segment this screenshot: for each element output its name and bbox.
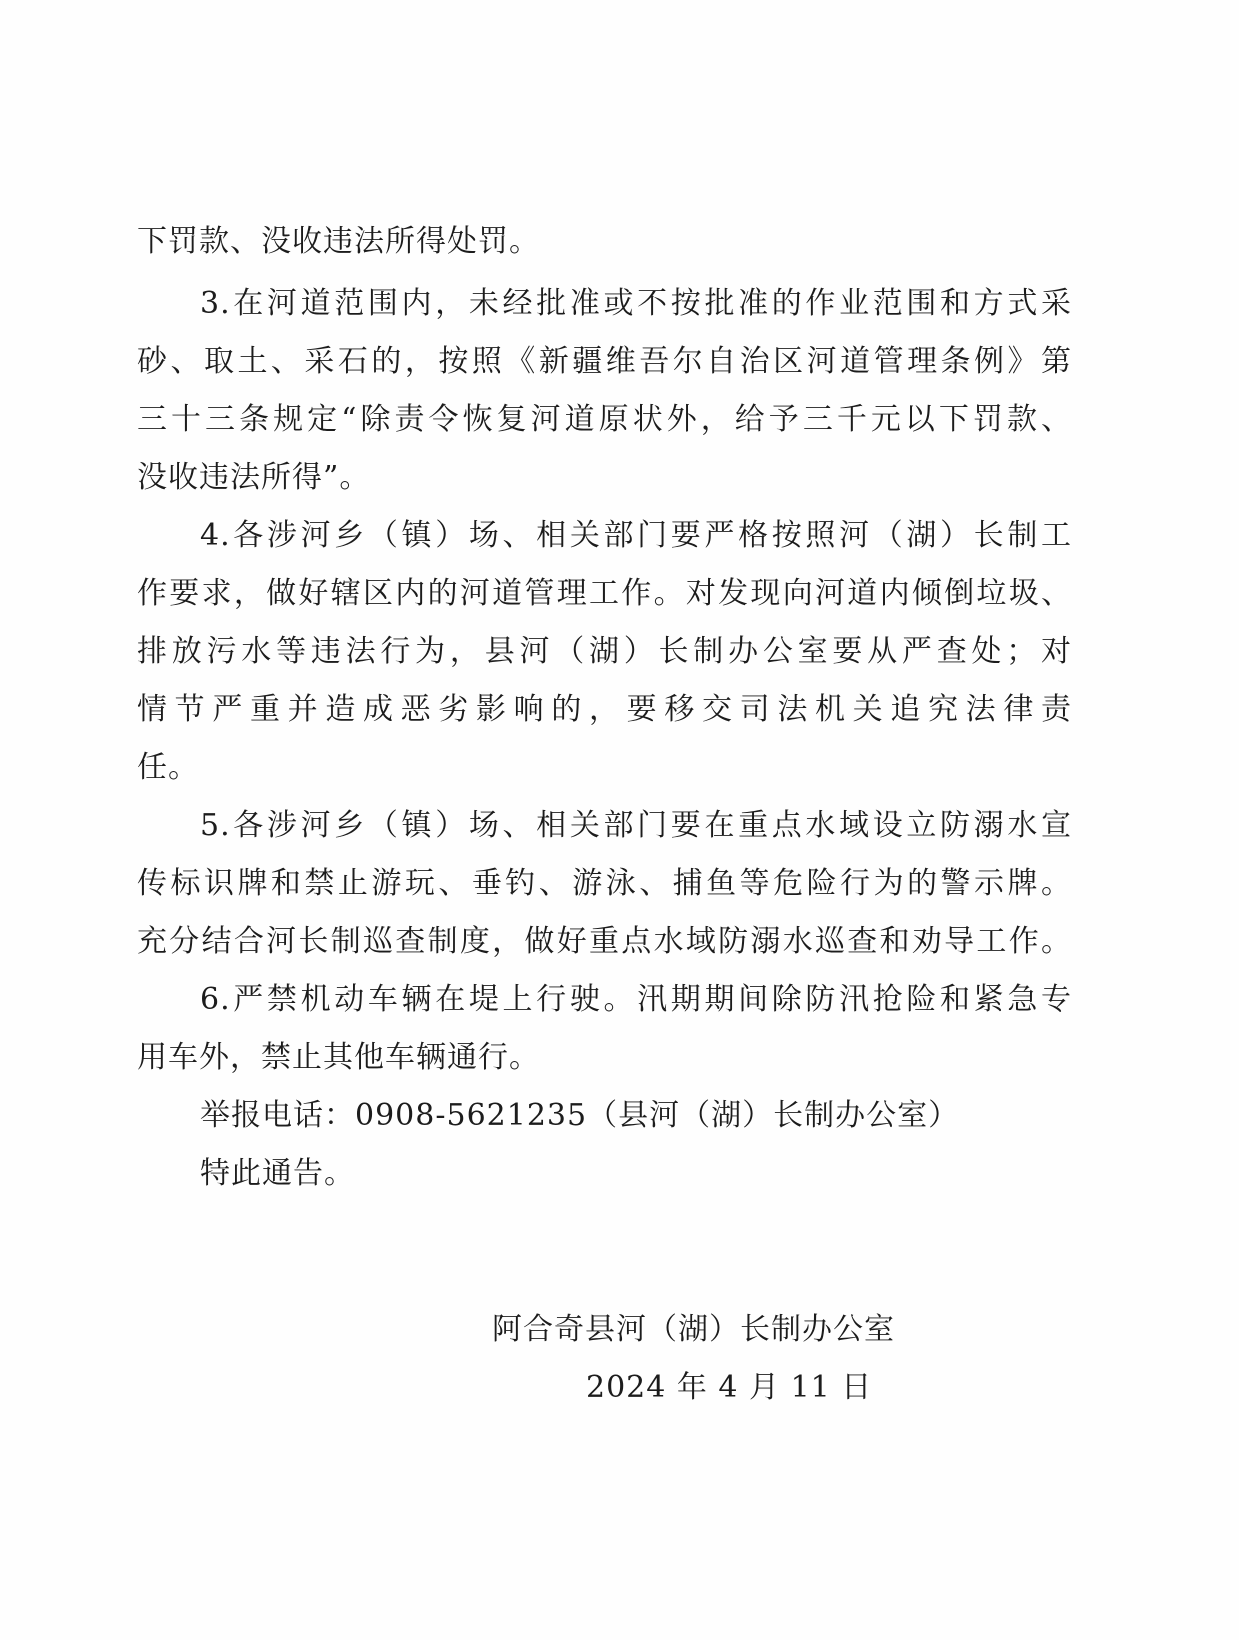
paragraph-line: 三十三条规定“除责令恢复河道原状外，给予三千元以下罚款、 bbox=[137, 402, 1072, 437]
paragraph-line: 3.在河道范围内，未经批准或不按批准的作业范围和方式采 bbox=[200, 286, 1072, 321]
paragraph-line: 情节严重并造成恶劣影响的，要移交司法机关追究法律责 bbox=[137, 692, 1072, 727]
paragraph-line: 作要求，做好辖区内的河道管理工作。对发现向河道内倾倒垃圾、 bbox=[137, 576, 1072, 611]
paragraph-line: 5.各涉河乡（镇）场、相关部门要在重点水域设立防溺水宣 bbox=[200, 808, 1072, 843]
paragraph-line: 下罚款、没收违法所得处罚。 bbox=[137, 224, 540, 259]
signature-date: 2024 年 4 月 11 日 bbox=[586, 1370, 873, 1405]
paragraph-line: 充分结合河长制巡查制度，做好重点水域防溺水巡查和劝导工作。 bbox=[137, 924, 1072, 959]
paragraph-line: 排放污水等违法行为，县河（湖）长制办公室要从严查处；对 bbox=[137, 634, 1072, 669]
closing-line: 特此通告。 bbox=[200, 1156, 355, 1191]
paragraph-line: 传标识牌和禁止游玩、垂钓、游泳、捕鱼等危险行为的警示牌。 bbox=[137, 866, 1072, 901]
paragraph-line: 4.各涉河乡（镇）场、相关部门要严格按照河（湖）长制工 bbox=[200, 518, 1072, 553]
paragraph-line: 6.严禁机动车辆在堤上行驶。汛期期间除防汛抢险和紧急专 bbox=[200, 982, 1072, 1017]
paragraph-line: 砂、取土、采石的，按照《新疆维吾尔自治区河道管理条例》第 bbox=[137, 344, 1072, 379]
paragraph-line: 用车外，禁止其他车辆通行。 bbox=[137, 1040, 540, 1075]
paragraph-line: 任。 bbox=[137, 750, 199, 785]
signature-office: 阿合奇县河（湖）长制办公室 bbox=[492, 1312, 895, 1347]
report-phone-line: 举报电话：0908-5621235（县河（湖）长制办公室） bbox=[200, 1098, 960, 1133]
paragraph-line: 没收违法所得”。 bbox=[137, 460, 371, 495]
